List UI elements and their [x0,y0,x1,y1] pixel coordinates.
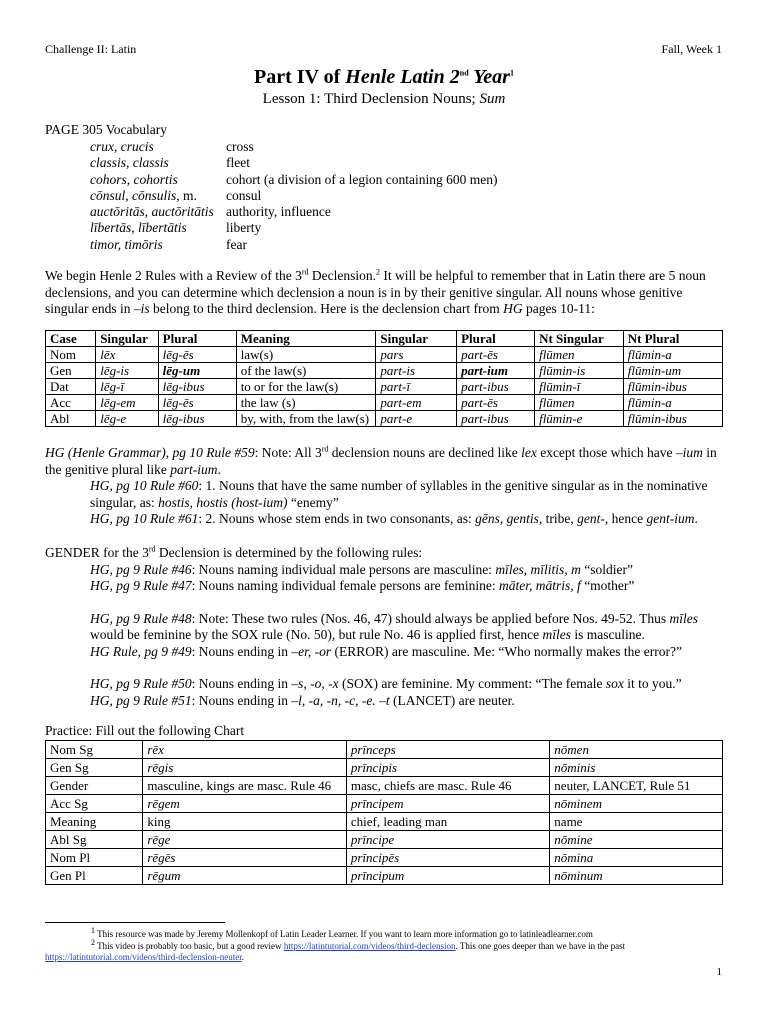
practice-answer: nōmine [550,831,723,849]
table-cell: lēg-e [96,411,158,427]
practice-answer: rēgis [143,759,347,777]
vocab-meaning: cohort (a division of a legion containing 600 men) [226,171,498,187]
table-cell: flūmin-ibus [623,379,722,395]
table-cell: to or for the law(s) [236,379,376,395]
practice-answer: chief, leading man [346,813,549,831]
practice-answer: rēgem [143,795,347,813]
table-cell: flūmen [535,395,624,411]
table-cell: by, with, from the law(s) [236,411,376,427]
header-course: Challenge II: Latin [45,42,137,56]
table-cell: lēg-ī [96,379,158,395]
table-cell: flūmin-e [535,411,624,427]
vocab-latin: auctōritās, auctōritātis [90,204,214,220]
practice-label: Meaning [46,813,143,831]
column-header: Plural [457,331,535,347]
table-cell: Dat [46,379,96,395]
practice-answer: neuter, LANCET, Rule 51 [550,777,723,795]
rule-49: HG Rule, pg 9 #49: Nouns ending in –er, -or (ERROR) are masculine. Me: “Who normally makes the error?” [90,643,682,659]
page-title: Part IV of Henle Latin 2nd Year$^1$ [254,66,514,88]
table-cell: flūmin-a [623,347,722,363]
table-cell: part-ium [457,363,535,379]
table-cell: part-is [376,363,457,379]
table-cell: Gen [46,363,96,379]
rule-48: HG, pg 9 Rule #48: Note: These two rules (Nos. 46, 47) should always be applied before Nos. 49-52. Thus mīles would be feminine by the SOX rule (No. 50), but rule No. 46 is applied first, hence mīles is masculine. [90,610,699,642]
table-row [46,411,723,427]
column-header: Singular [376,331,457,347]
table-cell: law(s) [236,347,376,363]
link-third-declension[interactable]: https://latintutorial.com/videos/third-declension [283,941,456,951]
practice-row [46,813,723,831]
column-header: Plural [158,331,236,347]
table-cell: Acc [46,395,96,411]
column-header: Nt Singular [535,331,624,347]
table-cell: lēg-ēs [158,395,236,411]
table-cell: flūmin-is [535,363,624,379]
table-cell: lēg-ibus [158,379,236,395]
practice-row [46,867,723,885]
table-cell: part-ī [376,379,457,395]
table-cell: lēg-em [96,395,158,411]
table-cell: flūmin-a [623,395,722,411]
vocab-latin: crux, crucis [90,139,154,154]
practice-answer: nōmen [550,741,723,759]
table-cell: of the law(s) [236,363,376,379]
rules-section [45,445,725,528]
link-third-declension-neuter[interactable]: https://latintutorial.com/videos/third-declension-neuter [45,952,242,962]
vocab-latin: cōnsul, cōnsulis, m. [90,187,197,203]
practice-label: Gen Pl [46,867,143,885]
practice-answer: name [550,813,723,831]
table-cell: lēx [96,347,158,363]
vocab-item [90,204,497,220]
table-cell: Abl [46,411,96,427]
vocab-meaning: cross [226,139,254,154]
rule-46: HG, pg 9 Rule #46: Nouns naming individual male persons are masculine: mīles, mīlitis, m “soldier” [90,561,633,577]
vocab-meaning: consul [226,187,262,203]
table-cell: part-ibus [457,411,535,427]
practice-row [46,759,723,777]
rule-60: HG, pg 10 Rule #60: 1. Nouns that have the same number of syllables in the genitive singular as in the nominative singular, as: hostis, hostis (host-ium) “enemy” [90,478,708,510]
rule-47: HG, pg 9 Rule #47: Nouns naming individual female persons are feminine: māter, mātris, f “mother” [90,578,635,593]
vocab-item [90,237,497,253]
vocab-item [90,188,497,204]
practice-answer: prīncipe [346,831,549,849]
vocab-latin: lībertās, lībertātis [90,220,187,236]
column-header: Case [46,331,96,347]
practice-answer: prīncipem [346,795,549,813]
table-cell: part-ibus [457,379,535,395]
practice-row [46,741,723,759]
table-cell: Nom [46,347,96,363]
practice-row [46,849,723,867]
practice-answer: prīncipēs [346,849,549,867]
practice-row [46,777,723,795]
column-header: Meaning [236,331,376,347]
footnote-divider [45,922,225,923]
table-cell: part-ēs [457,395,535,411]
table-cell: lēg-um [158,363,236,379]
table-cell: pars [376,347,457,363]
footnote-2: $^2$ This video is probably too basic, but a good review https://latintutorial.com/videos/third-declension. This one goes deeper than we have in the past https://latintutorial.com/videos/third-declension-neuter. [45,938,626,962]
column-header: Nt Plural [623,331,722,347]
gender-section [45,545,725,709]
practice-answer: rēx [143,741,347,759]
practice-answer: rēgum [143,867,347,885]
vocab-meaning: fleet [226,155,250,171]
vocab-item [90,139,497,155]
table-cell: part-e [376,411,457,427]
table-cell: part-em [376,395,457,411]
vocab-latin: timor, timōris [90,236,163,252]
practice-label: Nom Sg [46,741,143,759]
practice-label: Gen Sg [46,759,143,777]
vocab-latin: cohors, cohortis [90,171,178,187]
practice-label: Gender [46,777,143,795]
lesson-subtitle: Lesson 1: Third Declension Nouns; Sum [262,91,506,107]
table-cell: part-ēs [457,347,535,363]
vocab-meaning: authority, influence [226,204,331,220]
practice-answer: nōminem [550,795,723,813]
page-number: 1 [716,966,722,978]
table-cell: flūmin-ī [535,379,624,395]
practice-answer: prīncipum [346,867,549,885]
practice-answer: king [143,813,347,831]
intro-paragraph: We begin Henle 2 Rules with a Review of the 3rd Declension.$^2$ It will be helpful to remember that in Latin there are 5 noun declensions, and you can determine which declension a noun is in by their genitive singular. All nouns whose genitive singular ends in –is belong to the third declension. Here is the declension chart from HG pages 10-11: [45,267,706,316]
vocab-item [90,172,497,188]
table-row [46,395,723,411]
practice-answer: prīncipis [346,759,549,777]
table-cell: lēg-ibus [158,411,236,427]
rule-51: HG, pg 9 Rule #51: Nouns ending in –l, -a, -n, -c, -e. –t (LANCET) are neuter. [90,692,515,708]
practice-label: Nom Pl [46,849,143,867]
practice-row [46,831,723,849]
table-cell: flūmin-um [623,363,722,379]
table-cell: lēg-ēs [158,347,236,363]
practice-table [45,740,723,885]
practice-answer: nōmina [550,849,723,867]
practice-label: Acc Sg [46,795,143,813]
table-row [46,363,723,379]
header-week: Fall, Week 1 [661,42,722,56]
footnote-1: $^1$ This resource was made by Jeremy Mollenkopf of Latin Leader Learner. If you want to learn more information go to latinleadlearner.com [91,926,593,939]
practice-answer: nōminum [550,867,723,885]
vocab-meaning: liberty [226,220,262,236]
vocab-meaning: fear [226,236,247,252]
table-header-row [46,331,723,347]
table-row [46,347,723,363]
practice-label: Abl Sg [46,831,143,849]
gender-heading: GENDER for the 3rd Declension is determined by the following rules: [45,544,423,560]
practice-heading: Practice: Fill out the following Chart [45,723,245,738]
practice-answer: nōminis [550,759,723,777]
table-cell: the law (s) [236,395,376,411]
vocab-heading: PAGE 305 Vocabulary [45,122,168,137]
declension-table [45,330,723,427]
rule-59: HG (Henle Grammar), pg 10 Rule #59: Note: All 3rd declension nouns are declined like lex except those which have –ium in the genitive plural like part-ium. [45,444,717,477]
table-cell: flūmin-ibus [623,411,722,427]
table-cell: lēg-is [96,363,158,379]
table-cell: flūmen [535,347,624,363]
vocab-item [90,155,497,171]
table-row [46,379,723,395]
vocab-latin: classis, classis [90,155,169,171]
vocab-item [90,220,497,236]
practice-answer: masculine, kings are masc. Rule 46 [143,777,347,795]
vocab-list [90,139,497,253]
practice-row [46,795,723,813]
practice-answer: masc, chiefs are masc. Rule 46 [346,777,549,795]
rule-50: HG, pg 9 Rule #50: Nouns ending in –s, -o, -x (SOX) are feminine. My comment: “The female sox it to you.” [90,676,682,691]
column-header: Singular [96,331,158,347]
practice-answer: rēge [143,831,347,849]
practice-answer: rēgēs [143,849,347,867]
practice-answer: prīnceps [346,741,549,759]
rule-61: HG, pg 10 Rule #61: 2. Nouns whose stem ends in two consonants, as: gēns, gentis, tribe, gent-, hence gent-ium. [90,511,698,526]
